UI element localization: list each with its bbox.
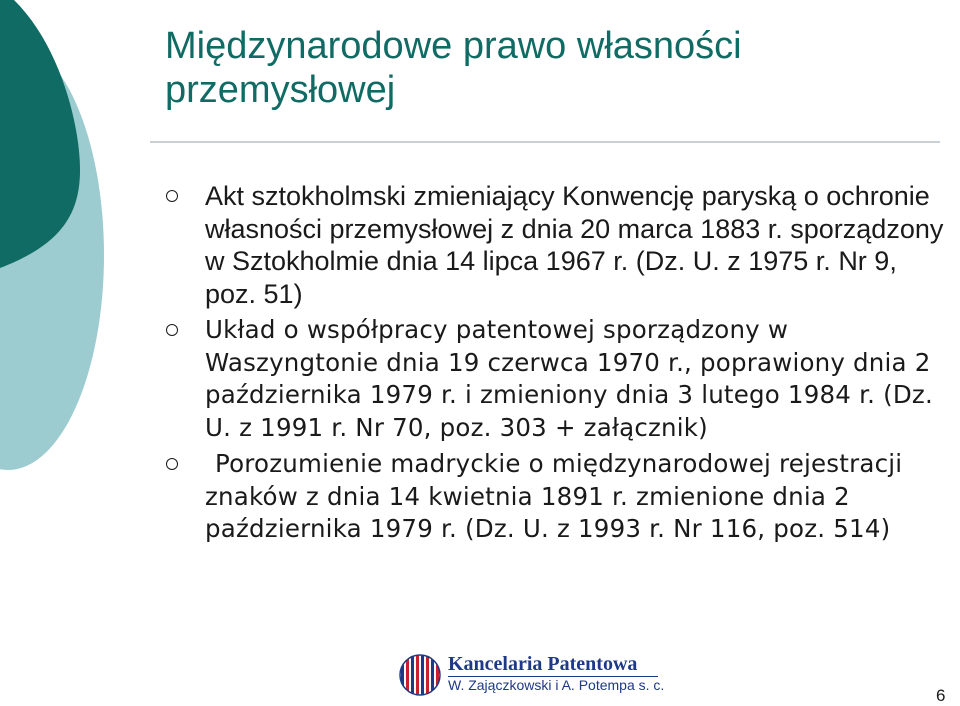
list-item-text: Układ o współpracy patentowej sporządzony w Waszyngtonie dnia 19 czerwca 1970 r., poprawiony dnia 2 października 1979 r. i zmieniony dnia 3 lutego 1984 r. (Dz. U. z 1991 r. Nr 70, poz. 303 + załącznik): [205, 315, 933, 442]
bullet-list: [160, 180, 950, 546]
list-item: [160, 314, 950, 444]
list-item: [160, 180, 950, 310]
bullet-circle-icon: [166, 458, 178, 470]
slide-title: Międzynarodowe prawo własności przemysłowej: [165, 25, 742, 111]
logo-firm-subtitle: W. Zajączkowski i A. Potempa s. c.: [448, 677, 665, 693]
firm-logo: [398, 651, 665, 699]
globe-logo-icon: [398, 653, 442, 697]
page-number: 6: [936, 686, 946, 705]
title-divider: [150, 141, 940, 143]
bullet-circle-icon: [166, 324, 178, 336]
list-item-text: Porozumienie madryckie o międzynarodowej rejestracji znaków z dnia 14 kwietnia 1891 r. zmienione dnia 2 października 1979 r. (Dz. U. z 1993 r. Nr 116, poz. 514): [205, 449, 903, 543]
logo-firm-name: Kancelaria Patentowa: [448, 653, 638, 675]
bullet-circle-icon: [166, 190, 178, 202]
decorative-arcs: [0, 0, 110, 705]
list-item: [160, 448, 950, 546]
list-item-text: Akt sztokholmski zmieniający Konwencję paryską o ochronie własności przemysłowej z dnia 20 marca 1883 r. sporządzony w Sztokholmie dnia 14 lipca 1967 r. (Dz. U. z 1975 r. Nr 9, poz. 51): [205, 181, 944, 309]
